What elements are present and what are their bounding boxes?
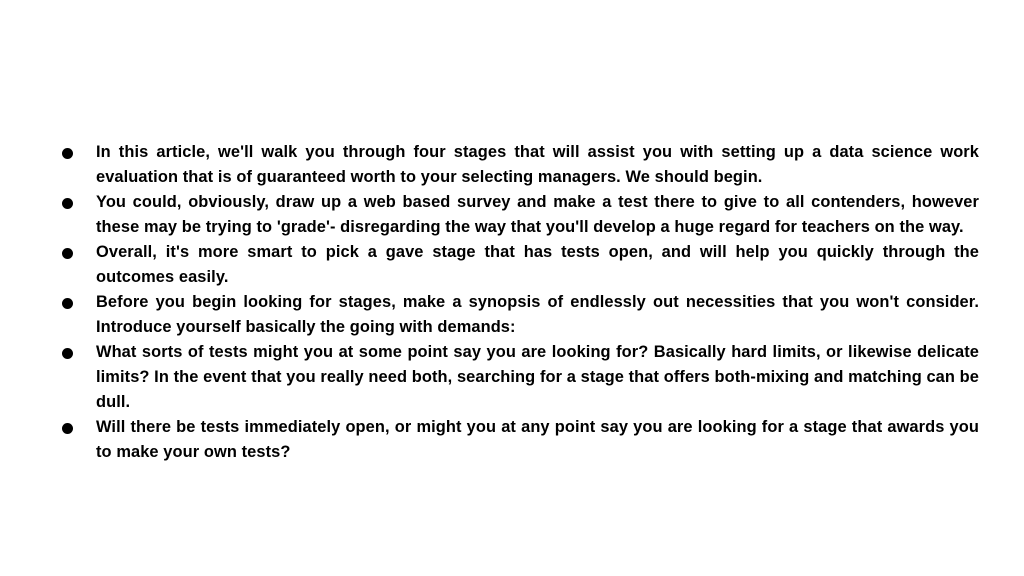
bullet-list <box>58 140 979 465</box>
bullet-text: In this article, we'll walk you through four stages that will assist you with setting up a data science work evaluation that is of guaranteed worth to your selecting managers. We should begin. <box>96 143 979 186</box>
bullet-dot-icon <box>62 148 73 159</box>
bullet-text: Overall, it's more smart to pick a gave stage that has tests open, and will help you quickly through the outcomes easily. <box>96 243 979 286</box>
bullet-item <box>58 190 979 240</box>
bullet-dot-icon <box>62 198 73 209</box>
bullet-item <box>58 340 979 415</box>
bullet-text: Will there be tests immediately open, or might you at any point say you are looking for a stage that awards you to make your own tests? <box>96 418 979 461</box>
bullet-dot-icon <box>62 348 73 359</box>
bullet-dot-icon <box>62 298 73 309</box>
bullet-item <box>58 240 979 290</box>
bullet-item <box>58 140 979 190</box>
bullet-text: What sorts of tests might you at some point say you are looking for? Basically hard limits, or likewise delicate limits? In the event that you really need both, searching for a stage that offers both-mixing and matching can be dull. <box>96 343 979 411</box>
bullet-item <box>58 415 979 465</box>
bullet-text: You could, obviously, draw up a web based survey and make a test there to give to all contenders, however these may be trying to 'grade'- disregarding the way that you'll develop a huge regard for teachers on the way. <box>96 193 979 236</box>
bullet-text: Before you begin looking for stages, make a synopsis of endlessly out necessities that you won't consider. Introduce yourself basically the going with demands: <box>96 293 979 336</box>
bullet-dot-icon <box>62 248 73 259</box>
bullet-dot-icon <box>62 423 73 434</box>
bullet-item <box>58 290 979 340</box>
